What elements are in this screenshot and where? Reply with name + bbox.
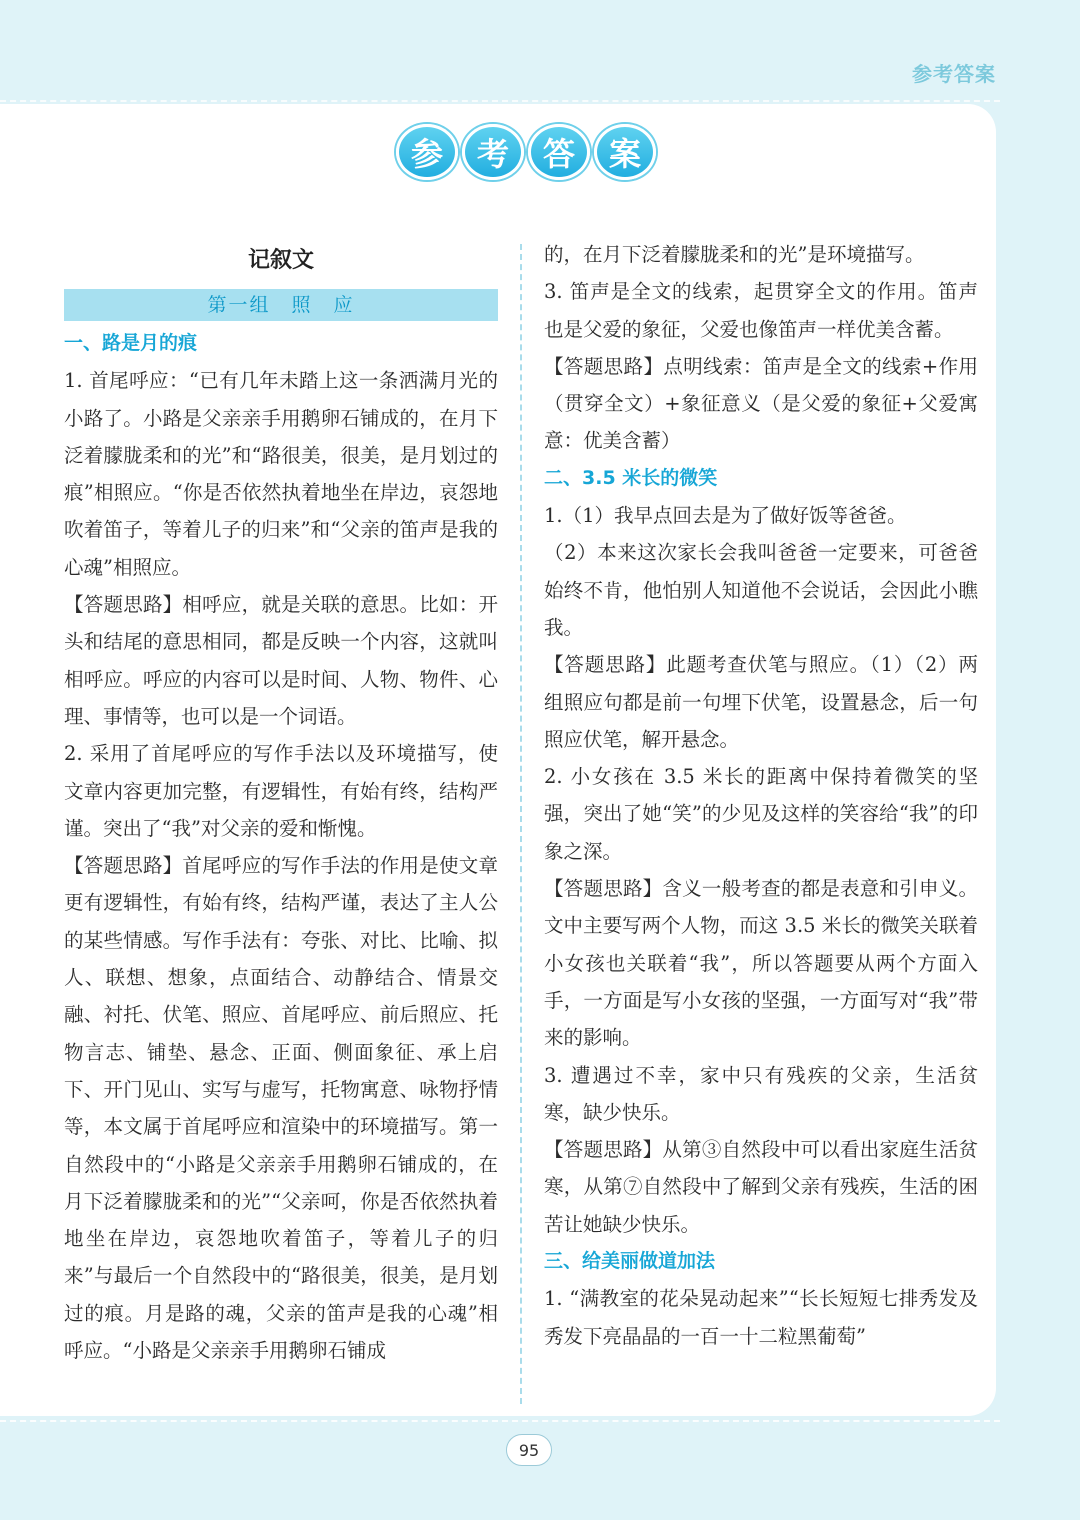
answer-paragraph: 1. 首尾呼应：“已有几年未踏上这一条洒满月光的小路了。小路是父亲亲手用鹅卵石铺成的，在月下泛着朦胧柔和的光”和“路很美，很美，是月划过的痕”相照应。“你是否依然执着地坐在岸边，哀怨地吹着笛子，等着儿子的归来”和“父亲的笛声是我的心魂”相照应。 (64, 369, 498, 579)
column-divider (520, 244, 522, 1404)
title-char: 考 (462, 124, 524, 180)
answer-paragraph: 3. 笛声是全文的线索，起贯穿全文的作用。笛声也是父爱的象征，父爱也像笛声一样优美含蓄。 (544, 280, 978, 341)
title-char: 参 (396, 124, 458, 180)
answer-hint: 【答题思路】点明线索：笛声是全文的线索+作用（贯穿全文）+象征意义（是父爱的象征+父爱寓意：优美含蓄） (544, 354, 978, 453)
title-char: 答 (528, 124, 590, 180)
group-title-band: 第一组 照 应 (64, 289, 498, 321)
header-tag: 参考答案 (912, 62, 996, 86)
section-title: 二、3.5 米长的微笑 (544, 466, 718, 489)
answer-hint: 【答题思路】相呼应，就是关联的意思。比如：开头和结尾的意思相同，都是反映一个内容，这就叫相呼应。呼应的内容可以是时间、人物、物件、心理、事情等，也可以是一个词语。 (64, 593, 498, 728)
answer-paragraph: 2. 小女孩在 3.5 米长的距离中保持着微笑的坚强，突出了她“笑”的少见及这样的笑容给“我”的印象之深。 (544, 765, 978, 863)
section-title: 一、路是月的痕 (64, 332, 198, 354)
page-title (396, 124, 656, 180)
left-column (64, 236, 498, 1369)
answer-paragraph: （2）本来这次家长会我叫爸爸一定要来，可爸爸始终不肯，他怕别人知道他不会说话，会因此小瞧我。 (544, 541, 978, 639)
answer-paragraph: 3. 遭遇过不幸，家中只有残疾的父亲，生活贫寒，缺少快乐。 (544, 1063, 978, 1124)
answer-paragraph: 1.（1）我早点回去是为了做好饭等爸爸。 (544, 504, 907, 528)
title-char: 案 (594, 124, 656, 180)
answer-hint: 【答题思路】首尾呼应的写作手法的作用是使文章更有逻辑性，有始有终，结构严谨，表达了主人公的某些情感。写作手法有：夸张、对比、比喻、拟人、联想、想象，点面结合、动静结合、情景交融、衬托、伏笔、照应、首尾呼应、前后照应、托物言志、铺垫、悬念、正面、侧面象征、承上启下、开门见山、实写与虚写，托物寓意、咏物抒情等，本文属于首尾呼应和渲染中的环境描写。第一自然段中的“小路是父亲亲手用鹅卵石铺成的，在月下泛着朦胧柔和的光”“父亲呵，你是否依然执着地坐在岸边，哀怨地吹着笛子，等着儿子的归来”与最后一个自然段中的“路很美，很美，是月划过的痕。月是路的魂，父亲的笛声是我的心魂”相呼应。“小路是父亲亲手用鹅卵石铺成 (64, 854, 498, 1363)
category-heading: 记叙文 (247, 248, 314, 273)
bottom-dashed-border (0, 1420, 1000, 1422)
right-column (544, 236, 978, 1355)
page-number: 95 (506, 1434, 552, 1466)
answer-paragraph: 1. “满教室的花朵晃动起来”“长长短短七排秀发及秀发下亮晶晶的一百一十二粒黑葡萄” (544, 1287, 978, 1348)
answer-paragraph: 的，在月下泛着朦胧柔和的光”是环境描写。 (544, 243, 925, 266)
answer-hint: 【答题思路】含义一般考查的都是表意和引申义。文中主要写两个人物，而这 3.5 米长的微笑关联着小女孩也关联着“我”，所以答题要从两个方面入手，一方面是写小女孩的坚强，一方面写对“我”带来的影响。 (544, 877, 978, 1050)
section-title: 三、给美丽做道加法 (544, 1250, 716, 1273)
top-dashed-border (0, 100, 1000, 102)
answer-hint: 【答题思路】此题考查伏笔与照应。（1）（2）两组照应句都是前一句埋下伏笔，设置悬念，后一句照应伏笔，解开悬念。 (544, 653, 978, 751)
answer-hint: 【答题思路】从第③自然段中可以看出家庭生活贫寒，从第⑦自然段中了解到父亲有残疾，生活的困苦让她缺少快乐。 (544, 1138, 978, 1236)
answer-paragraph: 2. 采用了首尾呼应的写作手法以及环境描写，使文章内容更加完整，有逻辑性，有始有终，结构严谨。突出了“我”对父亲的爱和惭愧。 (64, 742, 498, 840)
